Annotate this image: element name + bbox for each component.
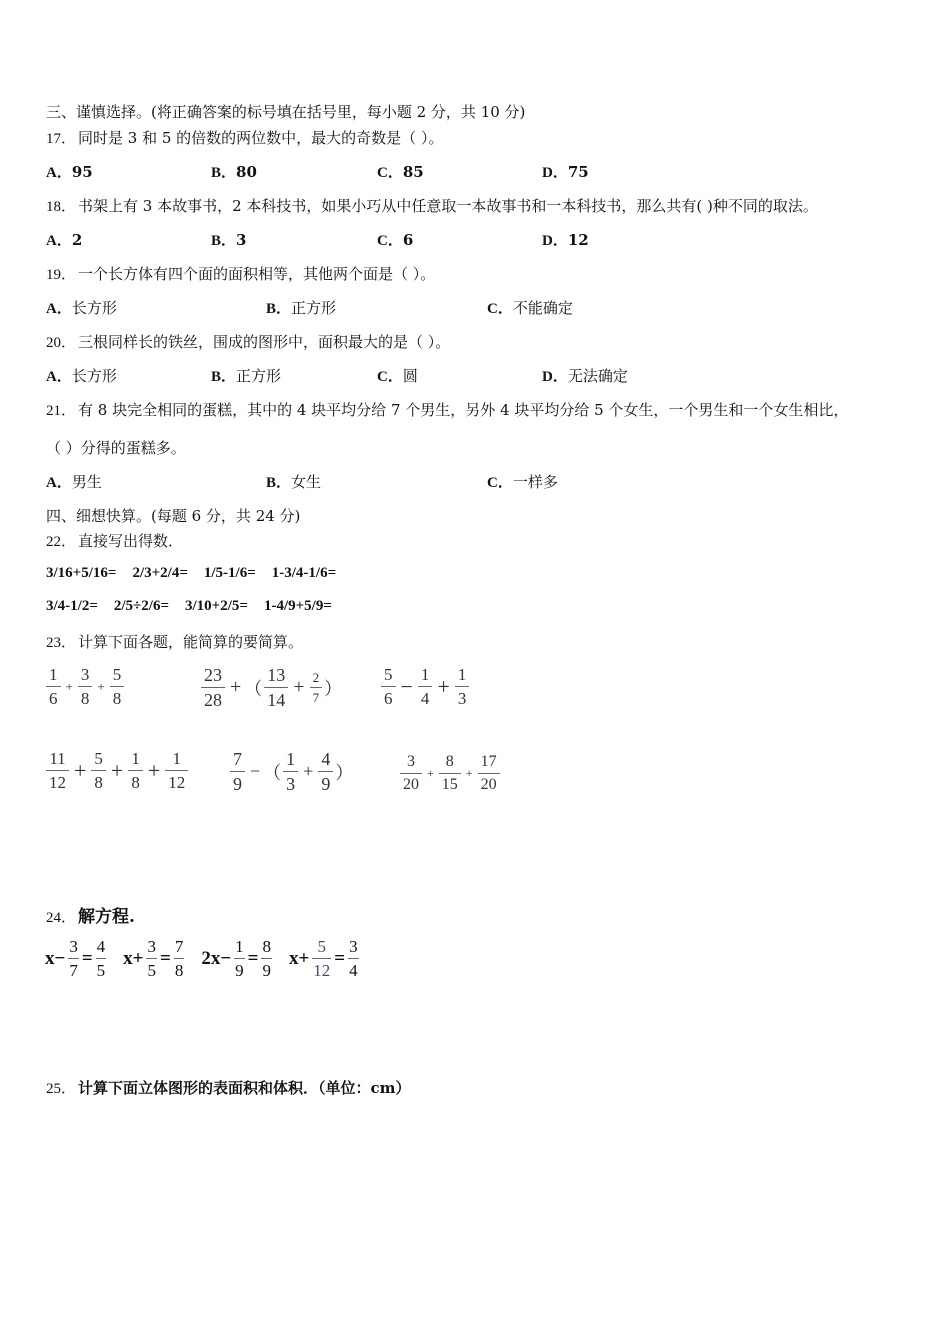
fraction: $\frac{7}{8}$ [174, 937, 184, 980]
fraction: 3 20 [400, 754, 422, 793]
question-21 [46, 400, 848, 421]
option-a: A．95 [46, 163, 93, 181]
option-d: D．无法确定 [542, 367, 628, 385]
expression-4: 11 12 + $\frac{5}{8}$ + $\frac{1}{8}$ + $\frac{1}{12}$ [44, 750, 190, 791]
question-number: 23． [46, 635, 77, 651]
option-c: C．圆 [377, 367, 418, 385]
fraction: $\frac{8}{15}$ [439, 754, 461, 793]
option-d: D．75 [542, 163, 589, 181]
option-c: C．一样多 [487, 473, 558, 491]
option-b: B．80 [211, 163, 257, 181]
fraction: $\frac{1}{9}$ [235, 937, 244, 980]
question-23 [46, 632, 303, 653]
option-b: B．女生 [266, 473, 322, 491]
section-4-title: 四、细想快算。(每题 6 分，共 24 分) [46, 507, 301, 525]
equations-row: x− $\frac{3}{7}$ = $\frac{4}{5}$ x+ $\frac{3}{5}$ = $\frac{7}{8}$ 2x− $\frac{1}{9}$ = $\frac{8}{9}$ x+ $\frac{5}{12}$ = $\frac{3}{4}$ [45, 937, 358, 980]
problem: 1-3/4-1/6= [271, 565, 337, 581]
question-number: 22． [46, 534, 77, 550]
question-text: 有 8 块完全相同的蛋糕，其中的 4 块平均分给 7 个男生，另外 4 块平均分给 5 个女生，一个男生和一个女生相比， [78, 401, 849, 419]
fraction: $\frac{1}{8}$ [128, 750, 143, 791]
fraction: 7 9 [230, 750, 245, 793]
problem: 2/3+2/4= [132, 565, 188, 581]
question-17 [46, 128, 443, 149]
fraction: $\frac{4}{5}$ [96, 937, 106, 980]
question-text: 同时是 3 和 5 的倍数的两位数中，最大的奇数是（ ）。 [78, 129, 444, 147]
question-number: 18． [46, 199, 77, 215]
fraction: $\frac{4}{9}$ [318, 750, 333, 793]
fraction: $\frac{5}{8}$ [91, 750, 106, 791]
problem: 1/5-1/6= [203, 565, 256, 581]
equation-2-lhs: x+ [123, 947, 144, 969]
fraction: 1 3 [283, 750, 298, 793]
question-text: 计算下面各题，能简算的要简算。 [78, 633, 304, 651]
question-19 [46, 264, 435, 285]
question-text: 书架上有 3 本故事书，2 本科技书，如果小巧从中任意取一本故事书和一本科技书，那么共有( )种不同的取法。 [78, 197, 818, 215]
option-c: C．6 [377, 231, 414, 249]
option-b: B．正方形 [266, 299, 337, 317]
question-number: 21． [46, 403, 77, 419]
fraction: $\frac{3}{5}$ [147, 937, 156, 980]
equation-4-lhs: x+ [288, 947, 310, 969]
fraction: $\frac{1}{3}$ [455, 666, 470, 707]
question-24 [46, 907, 135, 928]
problem: 2/5÷2/6= [113, 598, 170, 614]
fraction: $\frac{1}{12}$ [165, 750, 188, 791]
expression-2: 23 28 + （ 13 14 + $\frac{2}{7}$ ） [199, 666, 342, 709]
question-22 [46, 531, 183, 552]
option-c: C．85 [377, 163, 424, 181]
fraction: $\frac{3}{4}$ [349, 937, 358, 980]
fraction: $\frac{5}{8}$ [110, 666, 125, 707]
option-a: A．长方形 [46, 367, 117, 385]
question-21-continuation: （ ）分得的蛋糕多。 [46, 439, 186, 457]
option-b: B．3 [211, 231, 247, 249]
problem: 3/16+5/16= [46, 565, 117, 581]
option-b: B．正方形 [211, 367, 282, 385]
question-text: 解方程. [78, 907, 135, 927]
fraction: 13 14 [264, 666, 288, 709]
expression-1: 1 6 + $\frac{3}{8}$ + $\frac{5}{8}$ [44, 666, 126, 707]
question-number: 19． [46, 267, 77, 283]
problem: 3/10+2/5= [185, 598, 248, 614]
option-a: A．2 [46, 231, 83, 249]
question-text: 计算下面立体图形的表面积和体积．（单位：cm） [78, 1079, 411, 1097]
question-18 [46, 196, 818, 217]
fraction: $\frac{17}{20}$ [478, 754, 500, 793]
fraction: 5 6 [381, 666, 396, 707]
mental-math-row-2 [46, 598, 348, 615]
fraction: $\frac{3}{8}$ [78, 666, 93, 707]
expression-5: 7 9 − （ 1 3 + $\frac{4}{9}$ ） [228, 750, 353, 793]
option-c: C．不能确定 [487, 299, 573, 317]
question-number: 25． [46, 1081, 77, 1097]
fraction: 11 12 [46, 750, 69, 791]
section-3-title: 三、谨慎选择。(将正确答案的标号填在括号里，每小题 2 分，共 10 分) [46, 103, 526, 121]
equation-1-lhs: x− [45, 947, 66, 969]
question-25 [46, 1078, 411, 1099]
question-number: 24． [46, 910, 77, 926]
option-a: A．长方形 [46, 299, 117, 317]
equation-3-lhs: 2x− [201, 947, 232, 969]
fraction: $\frac{2}{7}$ [310, 671, 323, 704]
fraction: $\frac{5}{12}$ [313, 937, 331, 980]
mental-math-row-1 [46, 565, 352, 582]
fraction: $\frac{1}{4}$ [418, 666, 433, 707]
question-number: 20． [46, 335, 77, 351]
option-d: D．12 [542, 231, 589, 249]
fraction: 23 28 [201, 666, 225, 709]
question-text: 直接写出得数． [78, 532, 184, 550]
problem: 3/4-1/2= [46, 598, 98, 614]
expression-3: 5 6 − $\frac{1}{4}$ + $\frac{1}{3}$ [379, 666, 471, 707]
fraction: $\frac{8}{9}$ [262, 937, 271, 980]
question-number: 17． [46, 131, 77, 147]
expression-6: 3 20 + $\frac{8}{15}$ + $\frac{17}{20}$ [398, 754, 502, 793]
fraction: 1 6 [46, 666, 61, 707]
option-a: A．男生 [46, 473, 102, 491]
question-20 [46, 332, 450, 353]
fraction: $\frac{3}{7}$ [69, 937, 78, 980]
question-text: 一个长方体有四个面的面积相等，其他两个面是（ ）。 [78, 265, 436, 283]
question-text: 三根同样长的铁丝，围成的图形中，面积最大的是（ ）。 [78, 333, 451, 351]
problem: 1-4/9+5/9= [263, 598, 332, 614]
